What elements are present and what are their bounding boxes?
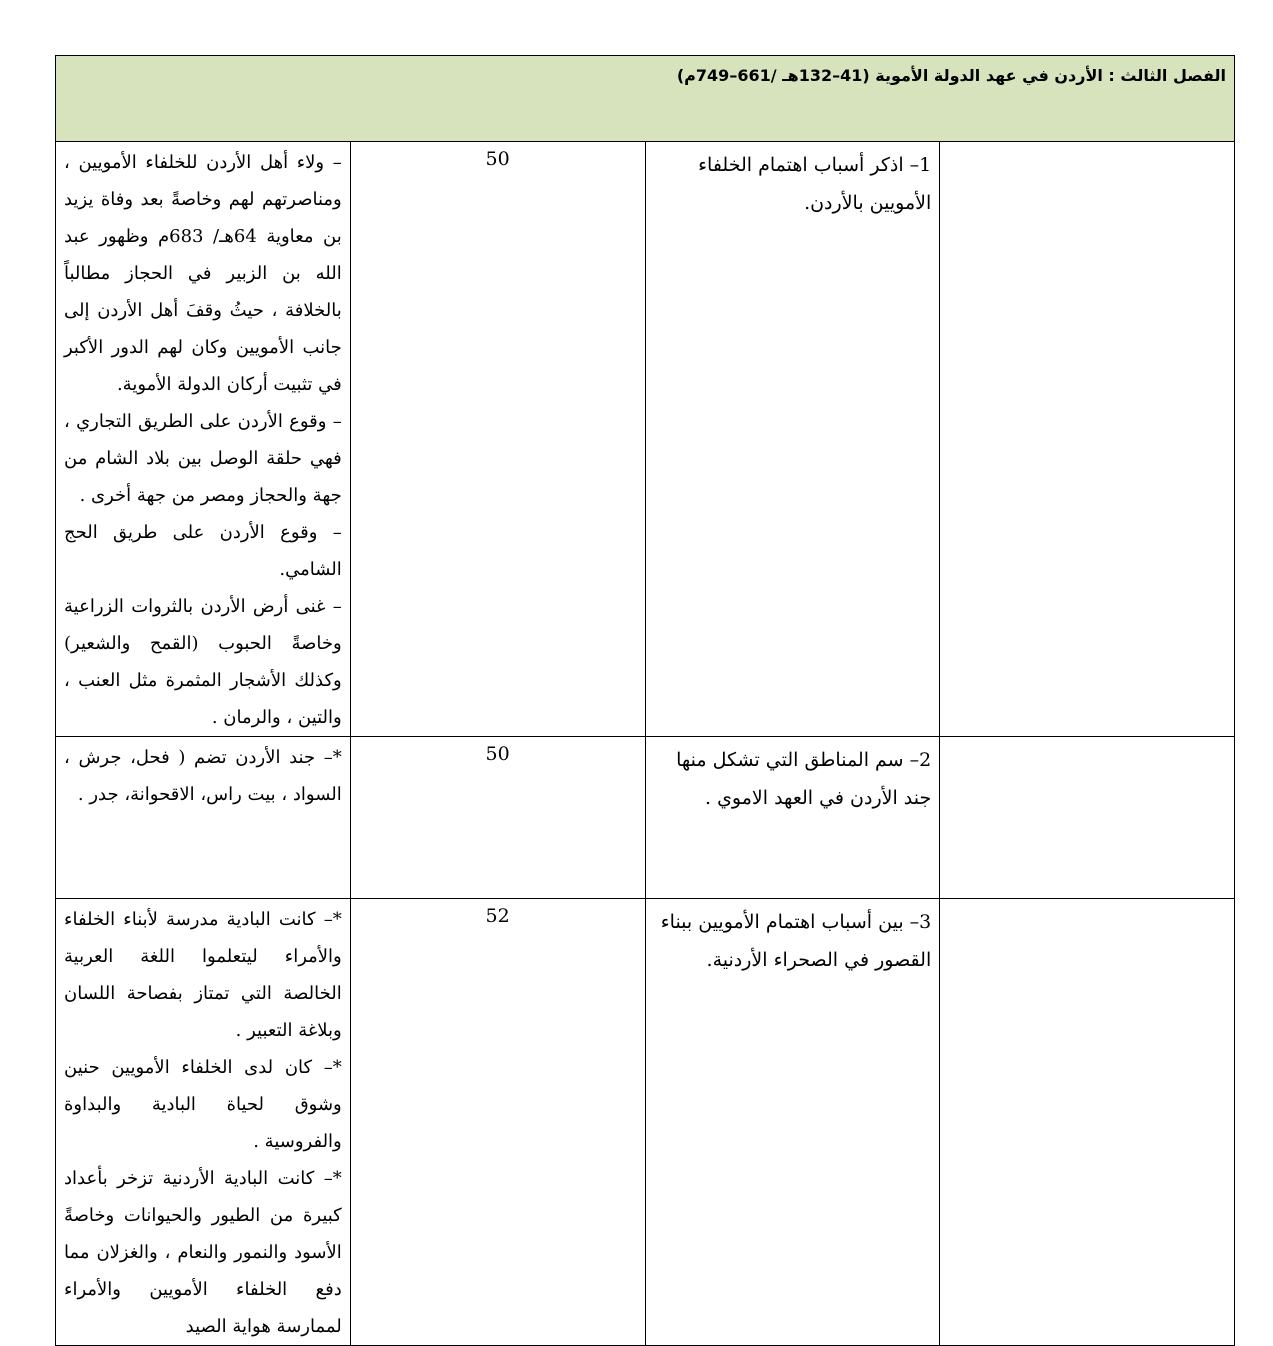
header-row — [56, 56, 1235, 142]
blank-cell — [940, 142, 1235, 737]
answer-point: *– كان لدى الخلفاء الأمويين حنين وشوق لحياة البادية والبداوة والفروسية . — [64, 1057, 342, 1152]
answer-cell — [56, 142, 351, 737]
answer-point: – وقوع الأردن على طريق الحج الشامي. — [64, 522, 342, 580]
answer-point: – وقوع الأردن على الطريق التجاري ، فهي حلقة الوصل بين بلاد الشام من جهة والحجاز ومصر من جهة أخرى . — [64, 411, 342, 506]
question-cell: 1– اذكر أسباب اهتمام الخلفاء الأمويين بالأردن. — [645, 142, 940, 737]
blank-cell — [940, 737, 1235, 899]
answer-point: – غنى أرض الأردن بالثروات الزراعية وخاصةً الحبوب (القمح والشعير) وكذلك الأشجار المثمرة مثل العنب ، والتين ، والرمان . — [64, 596, 342, 728]
table-row — [56, 142, 1235, 737]
answer-point: *– كانت البادية الأردنية تزخر بأعداد كبيرة من الطيور والحيوانات وخاصةً الأسود والنمور والنعام ، والغزلان مما دفع الخلفاء الأمويين والأمراء لممارسة هواية الصيد — [64, 1168, 342, 1337]
question-cell: 3– بين أسباب اهتمام الأمويين ببناء القصور في الصحراء الأردنية. — [645, 899, 940, 1346]
chapter-title: الفصل الثالث : الأردن في عهد الدولة الأموية (41–132هـ /661–749م) — [56, 56, 1235, 142]
blank-cell — [940, 899, 1235, 1346]
page-number: 52 — [350, 899, 645, 1346]
answer-point: – ولاء أهل الأردن للخلفاء الأمويين ، ومناصرتهم لهم وخاصةً بعد وفاة يزيد بن معاوية 64هـ/ 683م وظهور عبد الله بن الزبير في الحجاز مطالباً بالخلافة ، حيثُ وقفَ أهل الأردن إلى جانب الأمويين وكان لهم الدور الأكبر في تثبيت أركان الدولة الأموية. — [64, 152, 342, 395]
answer-cell — [56, 899, 351, 1346]
table-row — [56, 737, 1235, 899]
answer-point: *– جند الأردن تضم ( فحل، جرش ، السواد ، بيت راس، الاقحوانة، جدر . — [64, 747, 342, 805]
page-number: 50 — [350, 737, 645, 899]
lesson-table — [55, 55, 1235, 1346]
question-cell: 2– سم المناطق التي تشكل منها جند الأردن في العهد الاموي . — [645, 737, 940, 899]
answer-point: *– كانت البادية مدرسة لأبناء الخلفاء والأمراء ليتعلموا اللغة العربية الخالصة التي تمتاز بفصاحة اللسان وبلاغة التعبير . — [64, 909, 342, 1041]
table-row — [56, 899, 1235, 1346]
answer-cell — [56, 737, 351, 899]
page-number: 50 — [350, 142, 645, 737]
